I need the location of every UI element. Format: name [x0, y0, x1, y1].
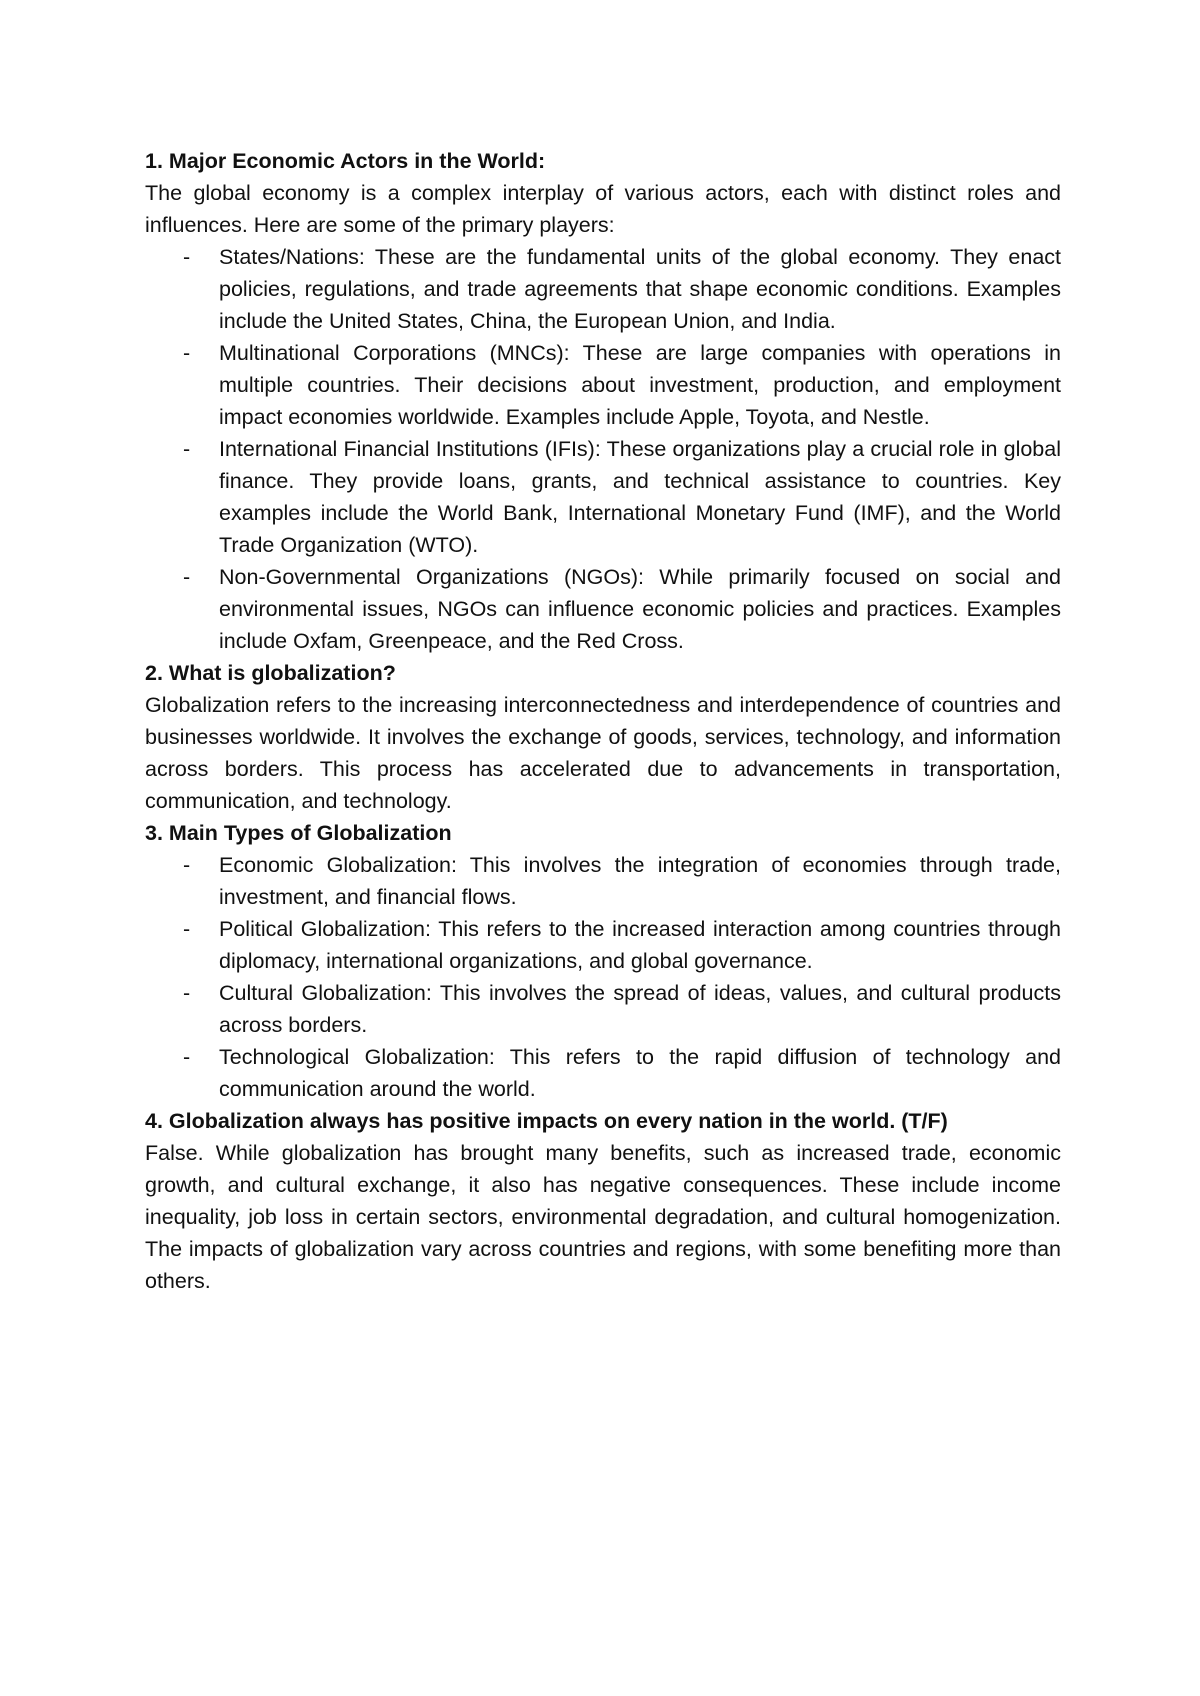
section-4-heading: 4. Globalization always has positive impacts on every nation in the world. (T/F) [145, 1109, 948, 1133]
list-item [145, 433, 1061, 561]
section-3-heading: 3. Main Types of Globalization [145, 821, 452, 845]
section-1-heading: 1. Major Economic Actors in the World: [145, 149, 546, 173]
list-item [145, 337, 1061, 433]
section-2-body: Globalization refers to the increasing interconnectedness and interdependence of countries and businesses worldwide. It involves the exchange of goods, services, technology, and information across borders. This process has accelerated due to advancements in transportation, communication, and technology. [145, 693, 1061, 813]
list-item-text: Economic Globalization: This involves the integration of economies through trade, investment, and financial flows. [219, 853, 1061, 909]
section-4-body: False. While globalization has brought many benefits, such as increased trade, economic growth, and cultural exchange, it also has negative consequences. These include income inequality, job loss in certain sectors, environmental degradation, and cultural homogenization. The impacts of globalization vary across countries and regions, with some benefiting more than others. [145, 1141, 1061, 1293]
dash-bullet: - [183, 1045, 191, 1069]
section-2-heading: 2. What is globalization? [145, 661, 396, 685]
list-item-text: International Financial Institutions (IFIs): These organizations play a crucial role in global finance. They provide loans, grants, and technical assistance to countries. Key examples include the World Bank, International Monetary Fund (IMF), and the World Trade Organization (WTO). [219, 437, 1061, 557]
list-item-text: Political Globalization: This refers to the increased interaction among countries through diplomacy, international organizations, and global governance. [219, 917, 1061, 973]
section-1-intro: The global economy is a complex interplay of various actors, each with distinct roles and influences. Here are some of the primary players: [145, 181, 1061, 237]
list-item [145, 977, 1061, 1041]
dash-bullet: - [183, 245, 191, 269]
list-item-text: Multinational Corporations (MNCs): These are large companies with operations in multiple countries. Their decisions about investment, production, and employment impact economies worldwide. Examples include Apple, Toyota, and Nestle. [219, 341, 1061, 429]
list-item [145, 241, 1061, 337]
list-item [145, 849, 1061, 913]
section-3-list [145, 849, 1061, 1105]
section-1-list [145, 241, 1061, 657]
dash-bullet: - [183, 341, 191, 365]
list-item-text: States/Nations: These are the fundamental units of the global economy. They enact policies, regulations, and trade agreements that shape economic conditions. Examples include the United States, China, the European Union, and India. [219, 245, 1061, 333]
list-item-text: Technological Globalization: This refers to the rapid diffusion of technology and communication around the world. [219, 1045, 1061, 1101]
list-item-text: Cultural Globalization: This involves the spread of ideas, values, and cultural products across borders. [219, 981, 1061, 1037]
list-item [145, 561, 1061, 657]
dash-bullet: - [183, 565, 191, 589]
document-page [145, 145, 1061, 1297]
dash-bullet: - [183, 437, 191, 461]
dash-bullet: - [183, 981, 191, 1005]
list-item [145, 1041, 1061, 1105]
list-item-text: Non-Governmental Organizations (NGOs): While primarily focused on social and environmental issues, NGOs can influence economic policies and practices. Examples include Oxfam, Greenpeace, and the Red Cross. [219, 565, 1061, 653]
dash-bullet: - [183, 853, 191, 877]
dash-bullet: - [183, 917, 191, 941]
list-item [145, 913, 1061, 977]
